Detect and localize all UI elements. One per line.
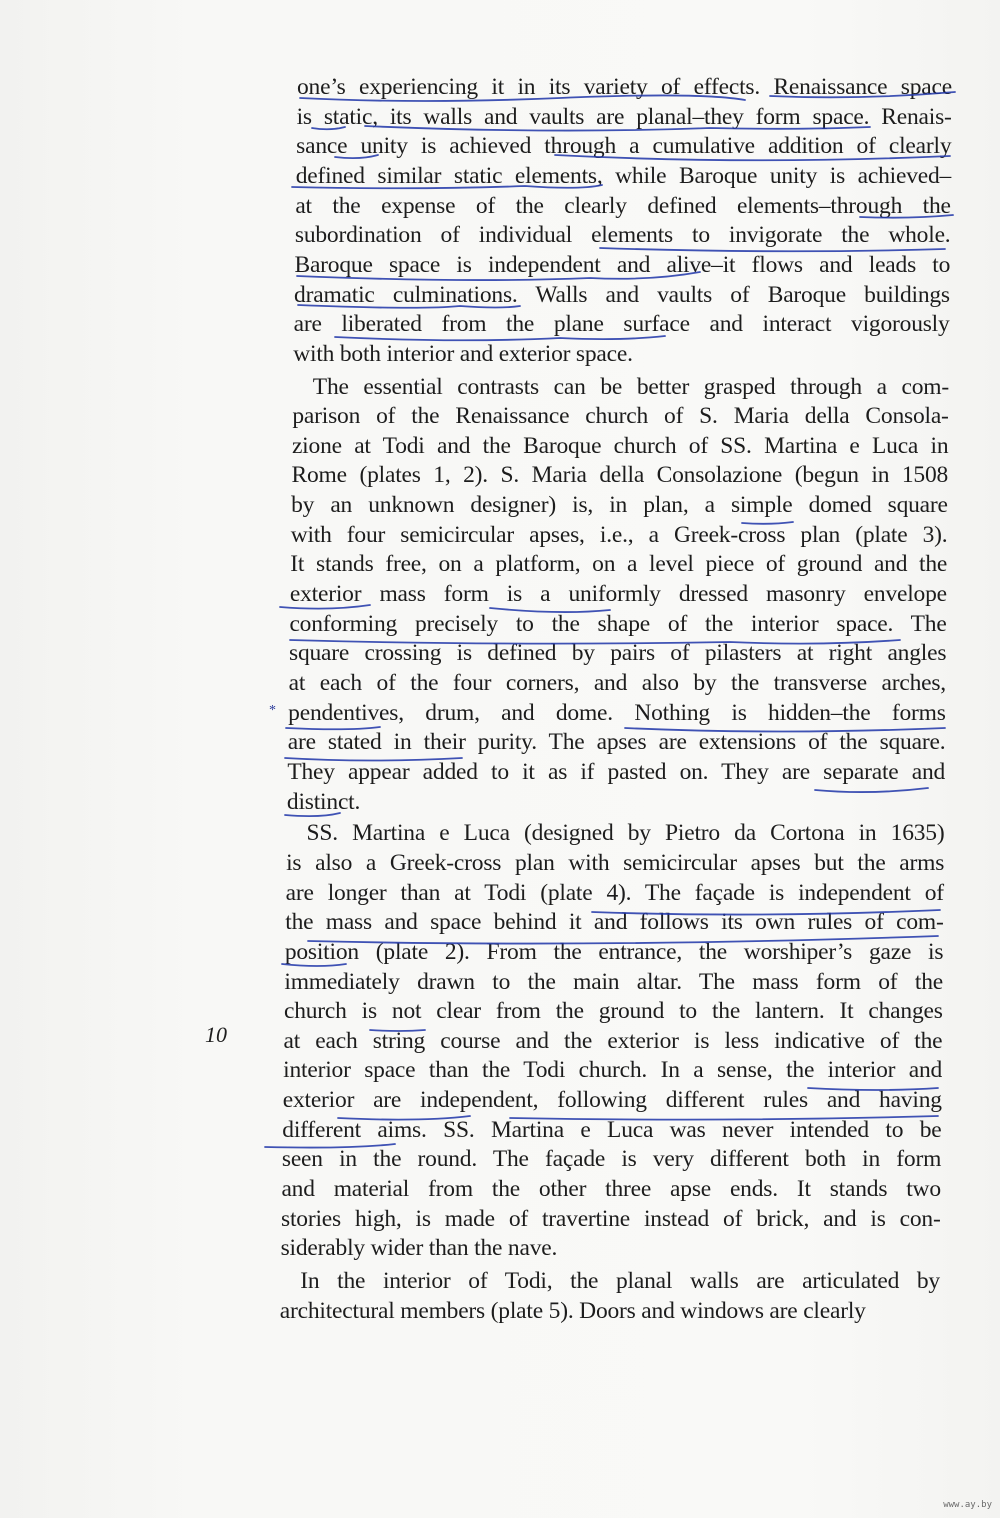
page-number: 10 — [205, 1022, 227, 1047]
text-line: one’s experiencing it in its variety of effects. Renaissance space — [297, 74, 952, 100]
text-line: is also a Greek-cross plan with semicircular apses but the arms — [286, 849, 945, 876]
text-line: are longer than at Todi (plate 4). The façade is independent of — [285, 879, 944, 906]
text-line: dramatic culminations. Walls and vaults of Baroque buildings — [294, 281, 950, 308]
margin-asterisk-annotation: * — [269, 703, 276, 718]
text-line: Baroque space is independent and alive–it flows and leads to — [294, 251, 951, 278]
text-line: exterior are independent, following different rules and having — [282, 1087, 942, 1114]
text-line: pendentives, drum, and dome. Nothing is hidden–the forms — [288, 699, 946, 726]
text-line: siderably wider than the nave. — [280, 1235, 558, 1262]
text-line: subordination of individual elements to invigorate the whole. — [294, 222, 951, 249]
text-line: seen in the round. The façade is very different both in form — [281, 1146, 942, 1173]
watermark: www.ay.by — [943, 1500, 992, 1510]
text-line: stories high, is made of travertine instead of brick, and is con- — [281, 1205, 941, 1232]
text-line: at each of the four corners, and also by the transverse arches, — [288, 670, 946, 696]
text-line: defined similar static elements, while Baroque unity is achieved– — [295, 162, 952, 189]
text-line: church is not clear from the ground to the lantern. It changes — [283, 998, 943, 1025]
text-line: Rome (plates 1, 2). S. Maria della Consolazione (begun in 1508 — [291, 462, 949, 489]
text-line: zione at Todi and the Baroque church of SS. Martina e Luca in — [291, 432, 949, 459]
text-line: square crossing is defined by pairs of pilasters at right angles — [289, 640, 947, 667]
text-line: the mass and space behind it and follows its own rules of com- — [285, 909, 944, 936]
text-line: They appear added to it as if pasted on. They are separate and — [287, 758, 946, 785]
text-line: is static, its walls and vaults are planal–they form space. Renais- — [296, 103, 952, 130]
text-line: SS. Martina e Luca (designed by Pietro da Cortona in 1635) — [306, 820, 945, 847]
text-line: It stands free, on a platform, on a level piece of ground and the — [290, 551, 948, 578]
text-line: immediately drawn to the main altar. The mass form of the — [284, 968, 943, 995]
text-line: different aims. SS. Martina e Luca was never intended to be — [282, 1116, 942, 1143]
text-line: conforming precisely to the shape of the interior space. The — [289, 610, 947, 637]
text-line: In the interior of Todi, the planal walls are articulated by — [300, 1268, 940, 1294]
text-line: distinct. — [286, 788, 361, 815]
text-line: and material from the other three apse ends. It stands two — [281, 1176, 941, 1203]
text-line: are liberated from the plane surface and interact vigorously — [293, 311, 950, 338]
text-line: sance unity is achieved through a cumulative addition of clearly — [296, 133, 952, 160]
text-line: with both interior and exterior space. — [293, 340, 633, 367]
text-line: interior space than the Todi church. In a sense, the interior and — [283, 1057, 943, 1084]
text-line: with four semicircular apses, i.e., a Greek-cross plan (plate 3). — [290, 521, 948, 548]
text-line: position (plate 2). From the entrance, the worshiper’s gaze is — [284, 938, 944, 965]
text-line: parison of the Renaissance church of S. Maria della Consola- — [292, 403, 949, 430]
text-line: architectural members (plate 5). Doors and windows are clearly — [279, 1297, 866, 1324]
text-line: The essential contrasts can be better grasped through a com- — [312, 373, 949, 400]
text-line: are stated in their purity. The apses are extensions of the square. — [287, 729, 946, 756]
text-line: at the expense of the clearly defined elements–through the — [295, 192, 951, 219]
text-line: by an unknown designer) is, in plan, a simple domed square — [291, 492, 948, 519]
underline — [815, 788, 928, 792]
text-line: exterior mass form is a uniformly dressed masonry envelope — [289, 581, 947, 608]
text-line: at each string course and the exterior is less indicative of the — [283, 1027, 943, 1054]
